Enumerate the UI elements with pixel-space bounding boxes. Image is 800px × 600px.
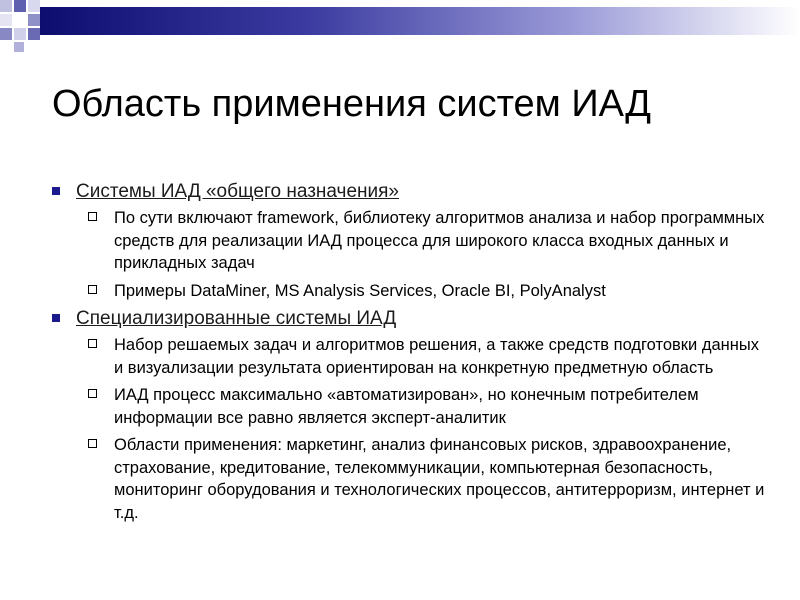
decor-square	[14, 28, 26, 40]
section-heading-text: Системы ИАД «общего назначения»	[76, 181, 399, 202]
section-heading	[52, 180, 772, 203]
list-item	[52, 384, 772, 429]
sub-list	[52, 334, 772, 524]
square-bullet-icon	[52, 314, 60, 322]
section-heading	[52, 307, 772, 330]
decor-square	[14, 0, 26, 12]
hollow-square-bullet-icon	[88, 389, 97, 398]
decor-square	[28, 28, 40, 40]
slide-title: Область применения систем ИАД	[52, 83, 652, 125]
square-bullet-icon	[52, 187, 60, 195]
list-item-text: Области применения: маркетинг, анализ финансовых рисков, здравоохранение, страхование, кредитование, телекоммуникации, компьютерная безопасность, мониторинг оборудования и технологических процессов, антитерроризм, интернет и т.д.	[114, 436, 765, 522]
decor-square	[0, 14, 12, 26]
hollow-square-bullet-icon	[88, 439, 97, 448]
header-decoration	[0, 0, 800, 60]
list-item-text: ИАД процесс максимально «автоматизирован», но конечным потребителем информации все равно является эксперт-аналитик	[114, 386, 699, 427]
decor-square	[28, 14, 40, 26]
decor-square	[0, 28, 12, 40]
header-gradient-bar	[40, 7, 800, 35]
list-item	[52, 207, 772, 275]
hollow-square-bullet-icon	[88, 212, 97, 221]
slide-content	[52, 180, 772, 529]
hollow-square-bullet-icon	[88, 285, 97, 294]
section-heading-text: Специализированные системы ИАД	[76, 308, 397, 329]
list-item	[52, 334, 772, 379]
list-item-text: По сути включают framework, библиотеку алгоритмов анализа и набор программных средств для реализации ИАД процесса для широкого класса входных данных и прикладных задач	[114, 209, 765, 272]
list-item	[52, 434, 772, 524]
list-item	[52, 280, 772, 303]
decor-square	[28, 0, 40, 12]
hollow-square-bullet-icon	[88, 339, 97, 348]
sub-list	[52, 207, 772, 302]
list-item-text: Примеры DataMiner, MS Analysis Services, Oracle BI, PolyAnalyst	[114, 281, 606, 300]
decor-square	[14, 42, 24, 52]
decor-square	[0, 0, 12, 12]
list-item-text: Набор решаемых задач и алгоритмов решения, а также средств подготовки данных и визуализации результата ориентирован на конкретную предметную область	[114, 336, 759, 377]
